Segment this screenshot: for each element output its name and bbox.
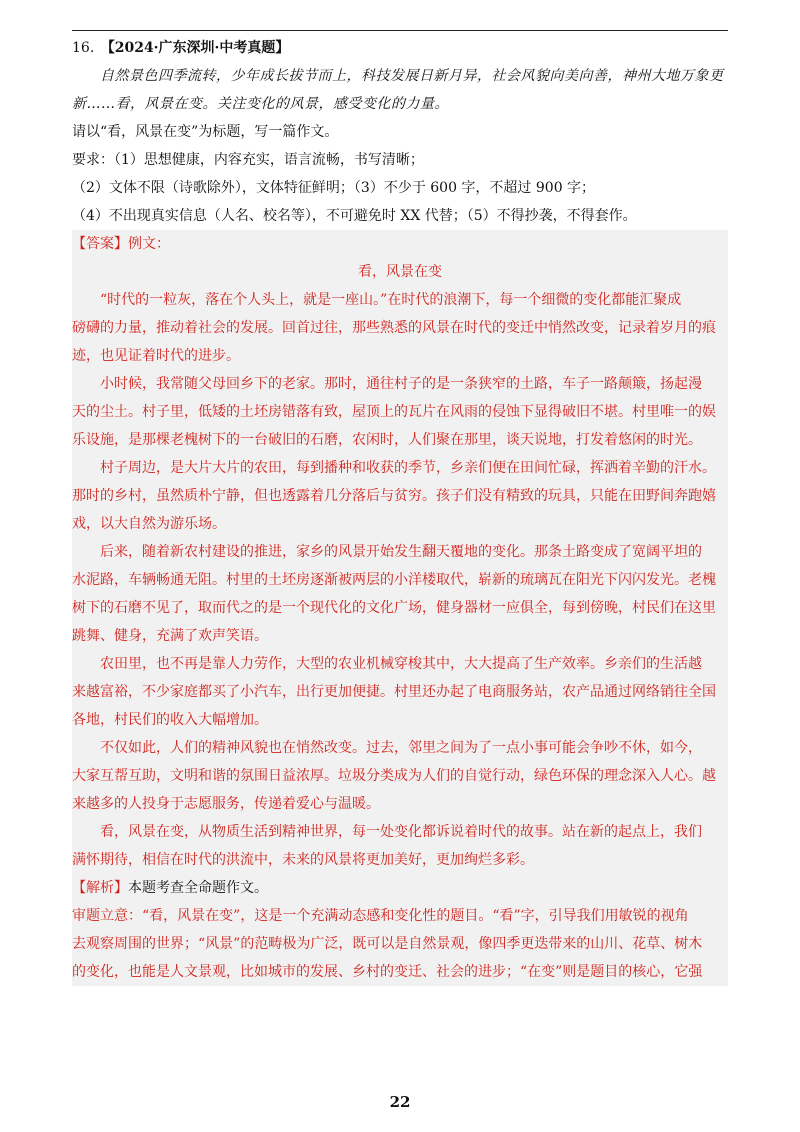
essay-line: 树下的石磨不见了，取而代之的是一个现代化的文化广场，健身器材一应俱全，每到傍晚，村民们在这里 xyxy=(72,600,716,616)
prompt-line: 自然景色四季流转，少年成长拔节而上，科技发展日新月异，社会风貌向美向善，神州大地万象更 xyxy=(100,68,724,84)
page-content xyxy=(72,34,728,986)
instruction: 请以“看，风景在变”为标题，写一篇作文。 xyxy=(72,124,339,140)
requirement-line: （2）文体不限（诗歌除外），文体特征鲜明；（3）不少于 600 字，不超过 900 字； xyxy=(72,180,596,196)
essay-line: 不仅如此，人们的精神风貌也在悄然改变。过去，邻里之间为了一点小事可能会争吵不休，如今， xyxy=(100,740,702,756)
essay-line: 来越富裕，不少家庭都买了小汽车，出行更加便捷。村里还办起了电商服务站，农产品通过网络销往全国 xyxy=(72,684,716,700)
essay-line: 小时候，我常随父母回乡下的老家。那时，通往村子的是一条狭窄的土路，车子一路颠簸，扬起漫 xyxy=(100,376,702,392)
analysis-line: 去观察周围的世界；“风景”的范畴极为广泛，既可以是自然景观，像四季更迭带来的山川、花草、树木 xyxy=(72,936,703,952)
essay-line: 那时的乡村，虽然质朴宁静，但也透露着几分落后与贫穷。孩子们没有精致的玩具，只能在田野间奔跑嬉 xyxy=(72,488,716,504)
essay-line: 磅礴的力量，推动着社会的发展。回首过往，那些熟悉的风景在时代的变迁中悄然改变，记录着岁月的痕 xyxy=(72,320,716,336)
analysis-line: 的变化，也能是人文景观，比如城市的发展、乡村的变迁、社会的进步；“在变”则是题目的核心，它强 xyxy=(72,964,703,980)
requirement-line: （4）不出现真实信息（人名、校名等），不可避免时 XX 代替；（5）不得抄袭，不得套作。 xyxy=(72,208,637,224)
essay-line: 村子周边，是大片大片的农田，每到播种和收获的季节，乡亲们便在田间忙碌，挥洒着辛勤的汗水。 xyxy=(100,460,716,476)
essay-title: 看，风景在变 xyxy=(358,264,442,280)
analysis-label: 【解析】 xyxy=(72,880,128,896)
essay-line: 乐设施，是那棵老槐树下的一台破旧的石磨，农闲时，人们聚在那里，谈天说地，打发着悠闲的时光。 xyxy=(72,432,702,448)
essay-line: 看，风景在变，从物质生活到精神世界，每一处变化都诉说着时代的故事。站在新的起点上，我们 xyxy=(100,824,702,840)
question-number: 16. xyxy=(72,40,95,56)
essay-line: 天的尘土。村子里，低矮的土坯房错落有致，屋顶上的瓦片在风雨的侵蚀下显得破旧不堪。村里唯一的娱 xyxy=(72,404,716,420)
question-source: 【2024·广东深圳·中考真题】 xyxy=(100,40,290,56)
analysis-line: 审题立意：“看，风景在变”，这是一个充满动态感和变化性的题目。“看”字，引导我们用敏锐的视角 xyxy=(72,908,689,924)
essay-line: 各地，村民们的收入大幅增加。 xyxy=(72,712,268,728)
page-number: 22 xyxy=(389,1093,411,1111)
answer-label: 【答案】例文： xyxy=(72,236,170,252)
analysis-header xyxy=(72,874,728,902)
prompt-line: 新……看，风景在变。关注变化的风景，感受变化的力量。 xyxy=(72,96,449,112)
essay-line: 满怀期待，相信在时代的洪流中，未来的风景将更加美好，更加绚烂多彩。 xyxy=(72,852,534,868)
essay-line: 来越多的人投身于志愿服务，传递着爱心与温暖。 xyxy=(72,796,380,812)
essay-line: 水泥路，车辆畅通无阻。村里的土坯房逐渐被两层的小洋楼取代，崭新的琉璃瓦在阳光下闪闪发光。老槐 xyxy=(72,572,716,588)
essay-line: 跳舞、健身，充满了欢声笑语。 xyxy=(72,628,268,644)
question-header xyxy=(72,34,728,62)
essay-line: 迹，也见证着时代的进步。 xyxy=(72,348,240,364)
requirement-line: 要求：（1）思想健康，内容充实，语言流畅，书写清晰； xyxy=(72,152,424,168)
analysis-intro: 本题考查全命题作文。 xyxy=(128,880,268,896)
essay-line: 后来，随着新农村建设的推进，家乡的风景开始发生翻天覆地的变化。那条土路变成了宽阔平坦的 xyxy=(100,544,702,560)
top-rule xyxy=(72,30,728,31)
essay-line: 戏，以大自然为游乐场。 xyxy=(72,516,226,532)
essay-line: 大家互帮互助，文明和谐的氛围日益浓厚。垃圾分类成为人们的自觉行动，绿色环保的理念深入人心。越 xyxy=(72,768,716,784)
essay-line: 农田里，也不再是靠人力劳作，大型的农业机械穿梭其中，大大提高了生产效率。乡亲们的生活越 xyxy=(100,656,702,672)
essay-line: “时代的一粒灰，落在个人头上，就是一座山。”在时代的浪潮下，每一个细微的变化都能汇聚成 xyxy=(100,292,682,308)
answer-section xyxy=(72,230,728,986)
